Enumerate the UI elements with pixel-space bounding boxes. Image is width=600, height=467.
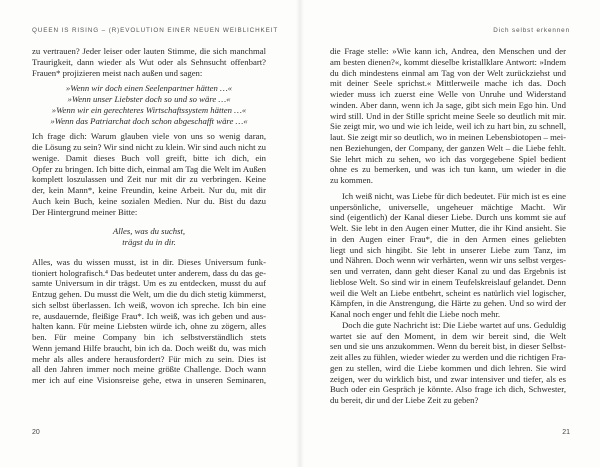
text-line: re, ausdauernde, fleißige Frau*. Ich weiß, was ich geben und aus- <box>32 310 266 321</box>
text-line: nen Beziehungen, der Company, der ganzen Welt – die Liebe fehlt. <box>330 142 566 153</box>
text-line: Der Hintergrund meiner Bitte: <box>32 206 138 217</box>
text-line: sen und verraten, dann geht dieser Kanal zu und das Ergebnis ist <box>330 266 566 276</box>
quote-line: »Wenn wir ein gerechteres Wirtschaftssystem hätten …« <box>51 104 247 115</box>
text-line: sich selbst überlassen. Ich weiß, wovon ich spreche. Ich bin eine <box>32 299 266 310</box>
quote-line: trägst du in dir. <box>122 237 176 247</box>
text-line: tioniert holografisch.⁴ Das bedeutet unter anderem, dass du das ge- <box>32 267 266 278</box>
text-line: Auch kein Buch, keine sozialen Medien. Nur du. Bist du dazu <box>32 195 266 206</box>
text-line: der, kein Mann*, keine Freundin, keine Arbeit. Nur du, mit dir <box>32 185 266 195</box>
text-line: unpersönliche, universelle, ungeheuer mächtige Macht. Wir <box>330 201 566 212</box>
text-line: all den Jahren immer noch meine größte Challenge. Doch wann <box>32 364 266 375</box>
text-line: Welt. Sie lebt in den Augen einer Mutter, die ihr Kind ansieht. Sie <box>330 223 566 233</box>
quote-line: »Wenn das Patriarchat doch schon abgeschafft wäre …« <box>50 115 248 126</box>
text-line: wird still. Und in der Stille spricht meine Seele so deutlich mit mir. <box>330 110 566 121</box>
text-line: laut. Sie zeigt mir so deutlich, wo in meinen Lebensbiotopen – mei- <box>330 132 566 142</box>
text-line: Kanal noch enger und fehlt die Liebe noch mehr. <box>330 309 501 319</box>
text-line: du bereit, dir und der Liebe Zeit zu geben? <box>330 395 479 405</box>
text-line: und Nähren. Doch wenn wir verhärten, wenn wir uns selbst verges- <box>330 255 566 266</box>
text-line: mit deiner Seele sprichst.« Mittlerweile mache ich das. Doch <box>330 78 566 89</box>
text-line: Alles, was du wissen musst, ist in dir. Dieses Universum funk- <box>32 256 266 267</box>
text-line: zu vertrauen? Jeder leiser oder lauten Stimme, die sich manchmal <box>32 46 266 56</box>
text-line: Wenn jemand Hilfe braucht, bin ich da. Doch weißt du, was mich <box>32 342 266 353</box>
text-line: wenige. Damit dieses Buch voll greift, bitte ich dich, ein <box>32 152 266 163</box>
text-line: Traurigkeit, dann wieder als Wut oder als Sehnsucht offenbart? <box>32 56 266 67</box>
running-head-left: QUEEN IS RISING – (R)EVOLUTION EINER NEUEN WEIBLICHKEIT <box>32 27 279 34</box>
book-gutter <box>296 0 304 467</box>
text-line: winden. Aber dann, wenn ich Ja sage, gibt sich mein Ego hin. Und <box>330 99 566 110</box>
text-line: am besten dienen?«, kommt dieselbe kristallklare Antwort: »Indem <box>330 56 566 67</box>
text-line: zu kommen. <box>330 175 373 185</box>
text-line: zeigen, wer du wirklich bist, und zwar intensiver und tiefer, als es <box>330 373 566 384</box>
text-line: Kämpfen, in die Anstrengung, die Härte zu gehen. Und so wird der <box>330 298 566 309</box>
quote-list <box>32 83 266 126</box>
text-line: weil die Welt an Liebe entbehrt, scheint es natürlich viel logischer, <box>330 287 566 298</box>
text-line: samte Universum in dir trägst. Um es zu entdecken, musst du auf <box>32 278 266 289</box>
page-number-right: 21 <box>562 429 570 436</box>
text-line: komplett loszulassen und Zeit nur mit dir zu verbringen. Keine <box>32 174 266 185</box>
page-number-left: 20 <box>32 429 40 436</box>
text-line: die Frage stelle: »Wie kann ich, Andrea, den Menschen und der <box>330 46 566 56</box>
text-line: Sie zeigt mir, wo und wie ich leide, weil ich zu hart bin, zu schnell, <box>330 121 566 132</box>
right-page <box>300 0 600 467</box>
text-line: wieder muss ich zuerst eine Welle von Unruhe und Widerstand <box>330 89 566 99</box>
text-line: Entzug gehen. Du musst die Welt, um die du dich stetig kümmerst, <box>32 289 266 299</box>
text-line: ohne es zu bemerken, und was ich tun kann, um wieder in die <box>330 164 566 175</box>
text-line: gen zu stellen, wird die Liebe kommen und dich lehren. Sie wird <box>330 362 566 373</box>
quote-line: »Wenn unser Liebster doch so und so wäre …« <box>67 94 231 104</box>
text-line: Ich frage dich: Warum glauben viele von uns so wenig daran, <box>32 131 266 142</box>
text-line: in den Augen einer Frau*, die in den Armen eines geliebten <box>330 233 566 244</box>
quote-line: Alles, was du suchst, <box>112 226 186 237</box>
text-line: die Lösung zu sein? Wir sind nicht zu klein. Wir sind auch nicht zu <box>32 142 266 152</box>
text-line: sind (eigentlich) der Kanal dieser Liebe. Durch uns kommt sie auf <box>330 212 566 223</box>
text-line: zeit alles zu fühlen, wieder wieder zu werden und die richtigen Fra- <box>330 352 566 362</box>
text-line: liegt und sich hingibt. Sie lebt in unserer Liebe zum Tanz, im <box>330 244 566 255</box>
quote-line: »Wenn wir doch einen Seelenpartner hätten …« <box>65 83 233 94</box>
text-line: wartet sie auf den Moment, in dem wir bereit sind, die Welt <box>330 330 566 341</box>
text-line: halten kann. Für meine Liebsten würde ich, ohne zu zögern, alles <box>32 321 266 332</box>
text-line: mehr als alles andere herausfordert? Für mich zu sein. Dies ist <box>32 353 266 364</box>
text-line: ben. Für meine Company bin ich selbstverständlich stets <box>32 332 266 342</box>
text-line: Buch oder ein Gespräch je könnte. Also frage ich dich, Schwester, <box>330 384 566 395</box>
text-line: Frauen* projizieren meist nach außen und sagen: <box>32 67 203 78</box>
left-body-text <box>32 46 266 386</box>
text-line: Sie lehrt mich zu sehen, wo ich das vorgegebene Spiel bedient <box>330 153 566 164</box>
right-body-text <box>330 46 566 406</box>
text-line: mer ich auf eine Visionsreise gehe, etwa in unseren Seminaren, <box>32 375 266 385</box>
text-line: du dich mindestens einmal am Tag von der Welt zurückziehst und <box>330 67 566 78</box>
running-head-right: Dich selbst erkennen <box>493 27 570 34</box>
center-quote <box>32 226 266 248</box>
text-line: sen und sie uns anzukommen. Wenn du bereit bist, in dieser Selbst- <box>330 341 566 352</box>
text-line: Doch die gute Nachricht ist: Die Liebe wartet auf uns. Geduldig <box>342 319 566 330</box>
text-line: Ich weiß nicht, was Liebe für dich bedeutet. Für mich ist es eine <box>342 190 566 201</box>
text-line: Opfer zu bringen. Ich bitte dich, einmal am Tag die Welt im Außen <box>32 163 266 174</box>
text-line: lieblose Welt. So sind wir in einem Teufelskreislauf gelandet. Denn <box>330 276 566 287</box>
